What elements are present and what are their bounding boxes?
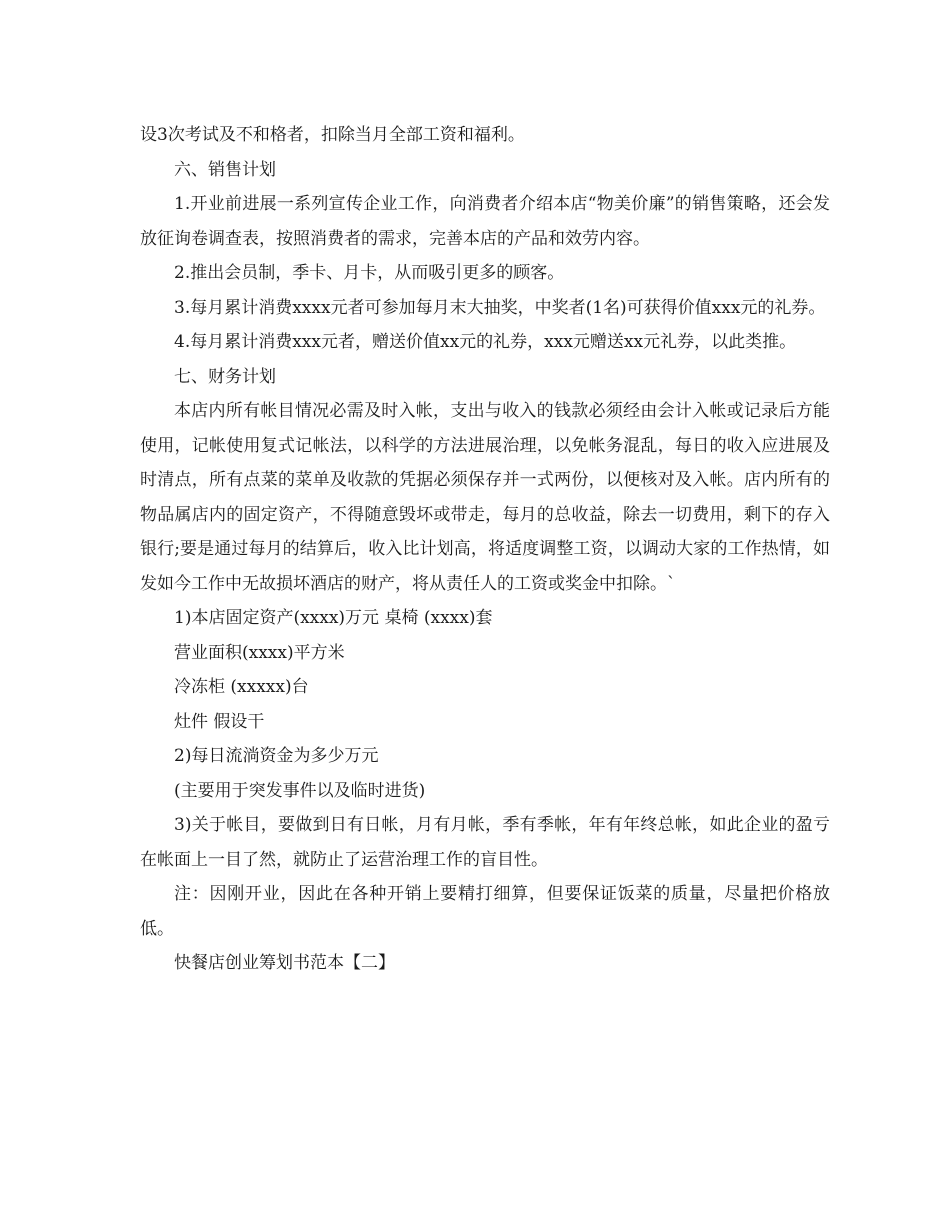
paragraph-sales-2: 2.推出会员制，季卡、月卡，从而吸引更多的顾客。 xyxy=(174,263,565,283)
list-item-business-area: 营业面积(xxxx)平方米 xyxy=(174,642,345,663)
paragraph-sales-1: 1.开业前进展一系列宣传企业工作，向消费者介绍本店“物美价廉”的销售策略，还会发放征询卷调查表，按照消费者的需求，完善本店的产品和效劳内容。 xyxy=(140,194,830,249)
heading-finance-plan: 七、财务计划 xyxy=(174,366,276,387)
list-item-freezer: 冷冻柜 (xxxxx)台 xyxy=(174,677,309,697)
paragraph-finance-body: 本店内所有帐目情况必需及时入帐，支出与收入的钱款必须经由会计入帐或记录后方能使用，记帐使用复式记帐法，以科学的方法进展治理，以免帐务混乱，每日的收入应进展及时清点，所有点菜的菜单及收款的凭据必须保存并一式两份，以便核对及入帐。店内所有的物品属店内的固定资产，不得随意毁坏或带走，每月的总收益，除去一切费用，剩下的存入银行;要是通过每月的结算后，收入比计划高，将适度调整工资，以调动大家的工作热情，如发如今工作中无故损坏酒店的财产，将从责任人的工资或奖金中扣除。` xyxy=(140,401,830,594)
list-item-funds-note: (主要用于突发事件以及临时进货) xyxy=(174,780,426,801)
document-body xyxy=(140,118,830,981)
list-item-accounts: 3)关于帐目，要做到日有日帐，月有月帐，季有季帐，年有年终总帐，如此企业的盈亏在帐面上一目了然，就防止了运营治理工作的盲目性。 xyxy=(140,815,830,870)
paragraph-exam-penalty: 设3次考试及不和格者，扣除当月全部工资和福利。 xyxy=(140,125,525,145)
paragraph-sales-4: 4.每月累计消费xxx元者，赠送价值xx元的礼券，xxx元赠送xx元礼券，以此类推。 xyxy=(174,332,797,352)
list-item-fixed-assets: 1)本店固定资产(xxxx)万元 桌椅 (xxxx)套 xyxy=(174,608,493,628)
list-item-stove: 灶件 假设干 xyxy=(174,711,265,732)
paragraph-note: 注：因刚开业，因此在各种开销上要精打细算，但要保证饭菜的质量，尽量把价格放低。 xyxy=(140,884,830,939)
list-item-daily-funds: 2)每日流淌资金为多少万元 xyxy=(174,746,379,766)
section-title-template-two: 快餐店创业筹划书范本【二】 xyxy=(174,953,395,973)
paragraph-sales-3: 3.每月累计消费xxxx元者可参加每月末大抽奖，中奖者(1名)可获得价值xxx元的礼券。 xyxy=(174,297,826,318)
heading-sales-plan: 六、销售计划 xyxy=(174,159,276,180)
